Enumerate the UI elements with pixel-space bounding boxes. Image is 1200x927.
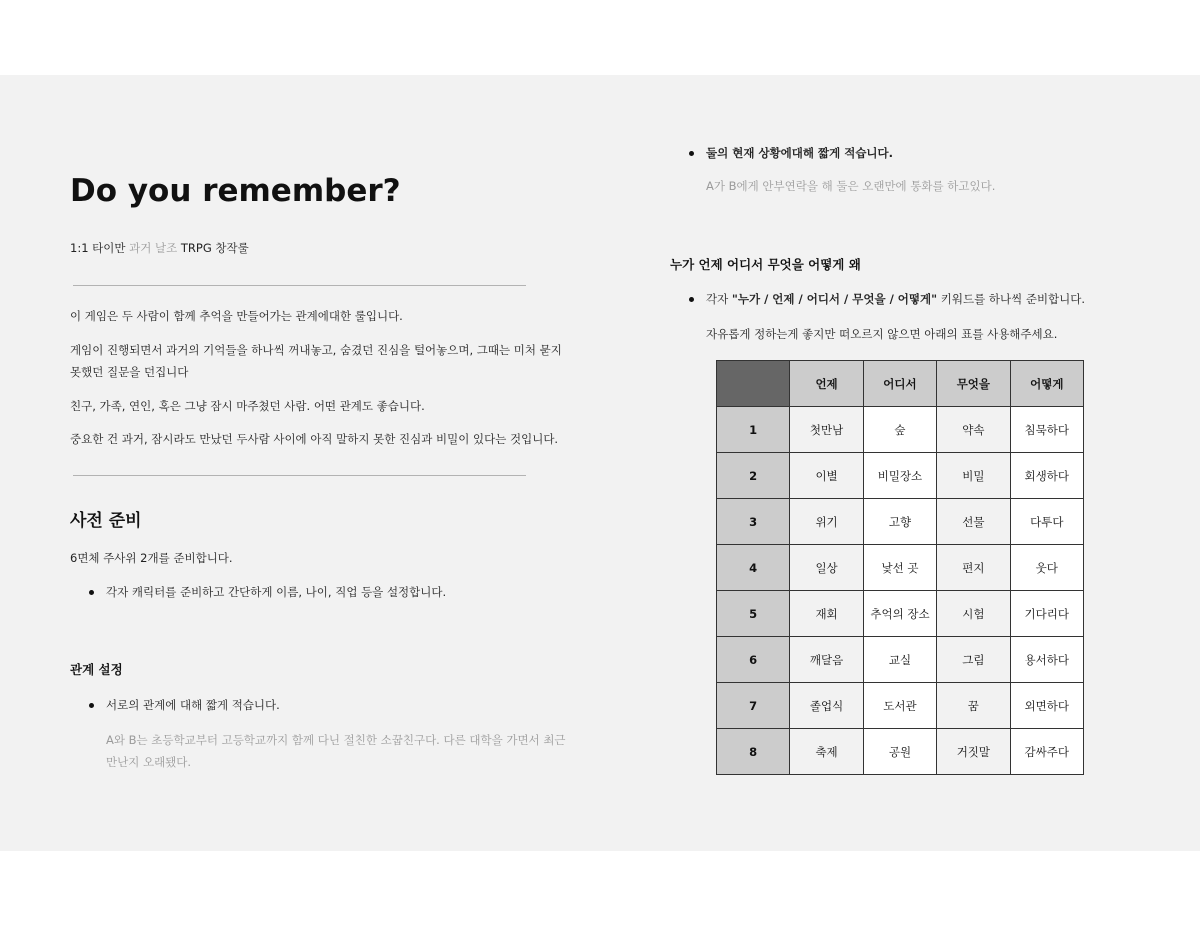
bullet-dot (89, 703, 94, 708)
prep-text: 6면체 주사위 2개를 준비합니다. (70, 551, 233, 565)
table-cell: 교실 (863, 637, 936, 683)
relation-bullet: 서로의 관계에 대해 짧게 적습니다. (106, 698, 280, 712)
keyword-table (716, 360, 1084, 775)
document-page (0, 75, 1200, 851)
table-cell: 이별 (790, 453, 863, 499)
table-cell: 선물 (937, 499, 1010, 545)
table-cell: 약속 (937, 407, 1010, 453)
intro-line-5: 중요한 건 과거, 잠시라도 만났던 두사람 사이에 아직 말하지 못한 진심과 비밀이 있다는 것입니다. (70, 432, 559, 446)
table-cell: 그림 (937, 637, 1010, 683)
intro-line-2: 게임이 진행되면서 과거의 기억들을 하나씩 꺼내놓고, 숨겼던 진심을 털어놓으며, 그때는 미처 묻지 (70, 343, 562, 357)
table-cell: 낯선 곳 (863, 545, 936, 591)
table-cell: 웃다 (1010, 545, 1083, 591)
table-row (717, 591, 1084, 637)
table-header-how: 어떻게 (1010, 361, 1083, 407)
keywords-bullet-bold: "누가 / 언제 / 어디서 / 무엇을 / 어떻게" (731, 292, 938, 306)
relation-heading: 관계 설정 (70, 662, 123, 677)
table-cell: 용서하다 (1010, 637, 1083, 683)
divider-bottom (73, 475, 526, 476)
relation-example-1: A와 B는 초등학교부터 고등학교까지 함께 다닌 절친한 소꿉친구다. 다른 대학을 가면서 최근 (106, 733, 566, 747)
table-row (717, 683, 1084, 729)
table-cell: 침묵하다 (1010, 407, 1083, 453)
table-row-number: 1 (717, 407, 790, 453)
keywords-bullet-prefix: 각자 (706, 292, 732, 306)
situation-bullet: 둘의 현재 상황에대해 짧게 적습니다. (706, 146, 894, 160)
table-cell: 일상 (790, 545, 863, 591)
table-cell: 숲 (863, 407, 936, 453)
subtitle-muted: 과거 날조 (129, 241, 178, 255)
table-row (717, 499, 1084, 545)
bullet-dot (89, 590, 94, 595)
table-cell: 첫만남 (790, 407, 863, 453)
table-cell: 비밀장소 (863, 453, 936, 499)
table-header-row (717, 361, 1084, 407)
table-row-number: 3 (717, 499, 790, 545)
intro-line-4: 친구, 가족, 연인, 혹은 그냥 잠시 마주쳤던 사람. 어떤 관계도 좋습니다. (70, 399, 425, 413)
table-cell: 깨달음 (790, 637, 863, 683)
table-cell: 비밀 (937, 453, 1010, 499)
table-cell: 외면하다 (1010, 683, 1083, 729)
table-corner-cell (717, 361, 790, 407)
intro-line-1: 이 게임은 두 사람이 함께 추억을 만들어가는 관계에대한 룰입니다. (70, 309, 403, 323)
situation-example: A가 B에게 안부연락을 해 둘은 오랜만에 통화를 하고있다. (706, 179, 996, 193)
table-cell: 회생하다 (1010, 453, 1083, 499)
table-cell: 거짓말 (937, 729, 1010, 775)
keywords-bullet-suffix: 키워드를 하나씩 준비합니다. (937, 292, 1086, 306)
table-cell: 위기 (790, 499, 863, 545)
table-cell: 공원 (863, 729, 936, 775)
table-row (717, 729, 1084, 775)
subtitle-prefix: 1:1 타이만 (70, 241, 130, 255)
table-row (717, 453, 1084, 499)
keywords-note: 자유롭게 정하는게 좋지만 떠오르지 않으면 아래의 표를 사용해주세요. (706, 327, 1058, 341)
table-row-number: 5 (717, 591, 790, 637)
prep-heading: 사전 준비 (70, 511, 142, 531)
table-row (717, 407, 1084, 453)
table-cell: 시험 (937, 591, 1010, 637)
table-row (717, 545, 1084, 591)
divider-top (73, 285, 526, 286)
table-cell: 꿈 (937, 683, 1010, 729)
keywords-bullet (706, 288, 1085, 310)
table-cell: 도서관 (863, 683, 936, 729)
keywords-heading: 누가 언제 어디서 무엇을 어떻게 왜 (670, 257, 861, 272)
table-row-number: 4 (717, 545, 790, 591)
table-cell: 다투다 (1010, 499, 1083, 545)
intro-line-3: 못했던 질문을 던집니다 (70, 365, 189, 379)
prep-bullet: 각자 캐릭터를 준비하고 간단하게 이름, 나이, 직업 등을 설정합니다. (106, 585, 447, 599)
table-cell: 재회 (790, 591, 863, 637)
table-row (717, 637, 1084, 683)
table-header-when: 언제 (790, 361, 863, 407)
page-title: Do you remember? (70, 173, 401, 209)
table-cell: 졸업식 (790, 683, 863, 729)
table-cell: 감싸주다 (1010, 729, 1083, 775)
table-cell: 고향 (863, 499, 936, 545)
relation-example-2: 만난지 오래됐다. (106, 755, 192, 769)
table-header-where: 어디서 (863, 361, 936, 407)
table-cell: 축제 (790, 729, 863, 775)
subtitle-suffix: TRPG 창작룰 (177, 241, 249, 255)
table-row-number: 2 (717, 453, 790, 499)
bullet-dot (689, 297, 694, 302)
table-cell: 편지 (937, 545, 1010, 591)
table-cell: 기다리다 (1010, 591, 1083, 637)
table-cell: 추억의 장소 (863, 591, 936, 637)
subtitle (70, 237, 249, 259)
table-row-number: 7 (717, 683, 790, 729)
table-header-what: 무엇을 (937, 361, 1010, 407)
table-row-number: 6 (717, 637, 790, 683)
bullet-dot (689, 151, 694, 156)
table-row-number: 8 (717, 729, 790, 775)
